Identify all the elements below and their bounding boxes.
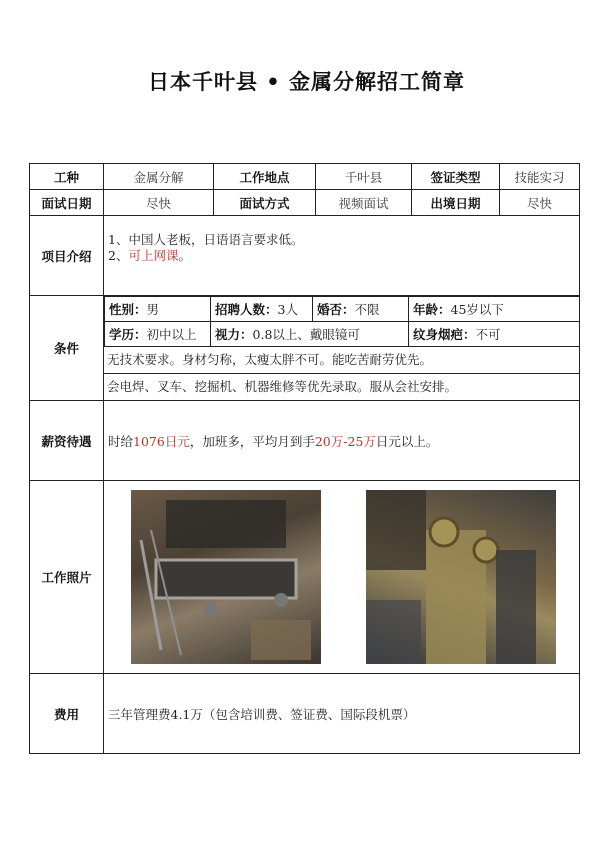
education-cell xyxy=(105,322,211,347)
count-label: 招聘人数： xyxy=(215,302,278,317)
salary-label: 薪资待遇 xyxy=(30,401,104,481)
page-title: 日本千叶县 • 金属分解招工简章 xyxy=(147,70,466,94)
conditions-label: 条件 xyxy=(30,296,104,401)
project-intro-label: 项目介绍 xyxy=(30,216,104,296)
interview-method-value: 视频面试 xyxy=(316,190,412,216)
online-course-highlight: 可上网课 xyxy=(128,248,179,263)
conditions-row xyxy=(105,322,580,347)
interview-date-value: 尽快 xyxy=(104,190,214,216)
monthly-income: 20万-25万 xyxy=(314,433,376,449)
table-row xyxy=(30,481,580,674)
requirement-line-1: 无技术要求。身材匀称，太瘦太胖不可。能吃苦耐劳优先。 xyxy=(104,347,579,374)
table-row xyxy=(30,190,580,216)
work-photos-label: 工作照片 xyxy=(30,481,104,674)
job-type-value: 金属分解 xyxy=(104,164,214,190)
requirement-line-2: 会电焊、叉车、挖掘机、机器维修等优先录取。服从会社安排。 xyxy=(107,379,458,394)
hourly-wage: 1076日元 xyxy=(133,433,190,449)
tattoo-cell xyxy=(409,322,580,347)
departure-date-value: 尽快 xyxy=(500,190,580,216)
count-value: 3人 xyxy=(277,302,298,317)
salary-text-1: 时给 xyxy=(108,433,134,449)
conditions-grid xyxy=(104,296,579,321)
education-label: 学历： xyxy=(109,327,147,342)
project-intro-content xyxy=(104,216,580,296)
conditions-grid-2 xyxy=(104,321,579,347)
gender-cell xyxy=(105,297,211,322)
departure-date-label: 出境日期 xyxy=(412,190,500,216)
fee-content: 三年管理费4.1万（包含培训费、签证费、国际段机票） xyxy=(104,674,580,754)
age-cell xyxy=(409,297,580,322)
metal-cart-image xyxy=(131,490,321,664)
work-photos-content xyxy=(104,481,580,674)
work-photo-machinery xyxy=(366,490,556,664)
intro-line-2-prefix: 2、 xyxy=(108,248,129,263)
table-row xyxy=(30,296,580,401)
intro-line-1: 1、中国人老板，日语语言要求低。 xyxy=(108,232,304,247)
salary-content xyxy=(104,401,580,481)
gender-label: 性别： xyxy=(109,302,147,317)
interview-date-label: 面试日期 xyxy=(30,190,104,216)
conditions-row xyxy=(105,297,580,322)
fee-label: 费用 xyxy=(30,674,104,754)
count-cell xyxy=(211,297,313,322)
marriage-cell xyxy=(313,297,409,322)
salary-text-3: 日元以上。 xyxy=(375,433,439,449)
age-value: 45岁以下 xyxy=(450,302,504,317)
table-row xyxy=(30,164,580,190)
intro-line-2-suffix: 。 xyxy=(178,248,191,263)
vision-value: 0.8以上、戴眼镜可 xyxy=(252,327,360,342)
recruitment-table xyxy=(29,163,580,754)
table-row xyxy=(30,216,580,296)
work-location-label: 工作地点 xyxy=(214,164,316,190)
marriage-value: 不限 xyxy=(354,302,380,317)
machinery-image xyxy=(366,490,556,664)
salary-text-2: ，加班多，平均月到手 xyxy=(189,433,315,449)
conditions-content xyxy=(104,296,580,401)
vision-label: 视力： xyxy=(215,327,253,342)
intro-line-2 xyxy=(108,248,575,264)
vision-cell xyxy=(211,322,409,347)
work-location-value: 千叶县 xyxy=(316,164,412,190)
visa-type-value: 技能实习 xyxy=(500,164,580,190)
work-photo-cart xyxy=(131,490,321,664)
marriage-label: 婚否： xyxy=(317,302,355,317)
age-label: 年龄： xyxy=(413,302,451,317)
job-type-label: 工种 xyxy=(30,164,104,190)
gender-value: 男 xyxy=(146,302,160,317)
interview-method-label: 面试方式 xyxy=(214,190,316,216)
education-value: 初中以上 xyxy=(146,327,197,342)
tattoo-label: 纹身烟疤： xyxy=(413,327,476,342)
table-row xyxy=(30,401,580,481)
table-row xyxy=(30,674,580,754)
tattoo-value: 不可 xyxy=(475,327,501,342)
visa-type-label: 签证类型 xyxy=(412,164,500,190)
